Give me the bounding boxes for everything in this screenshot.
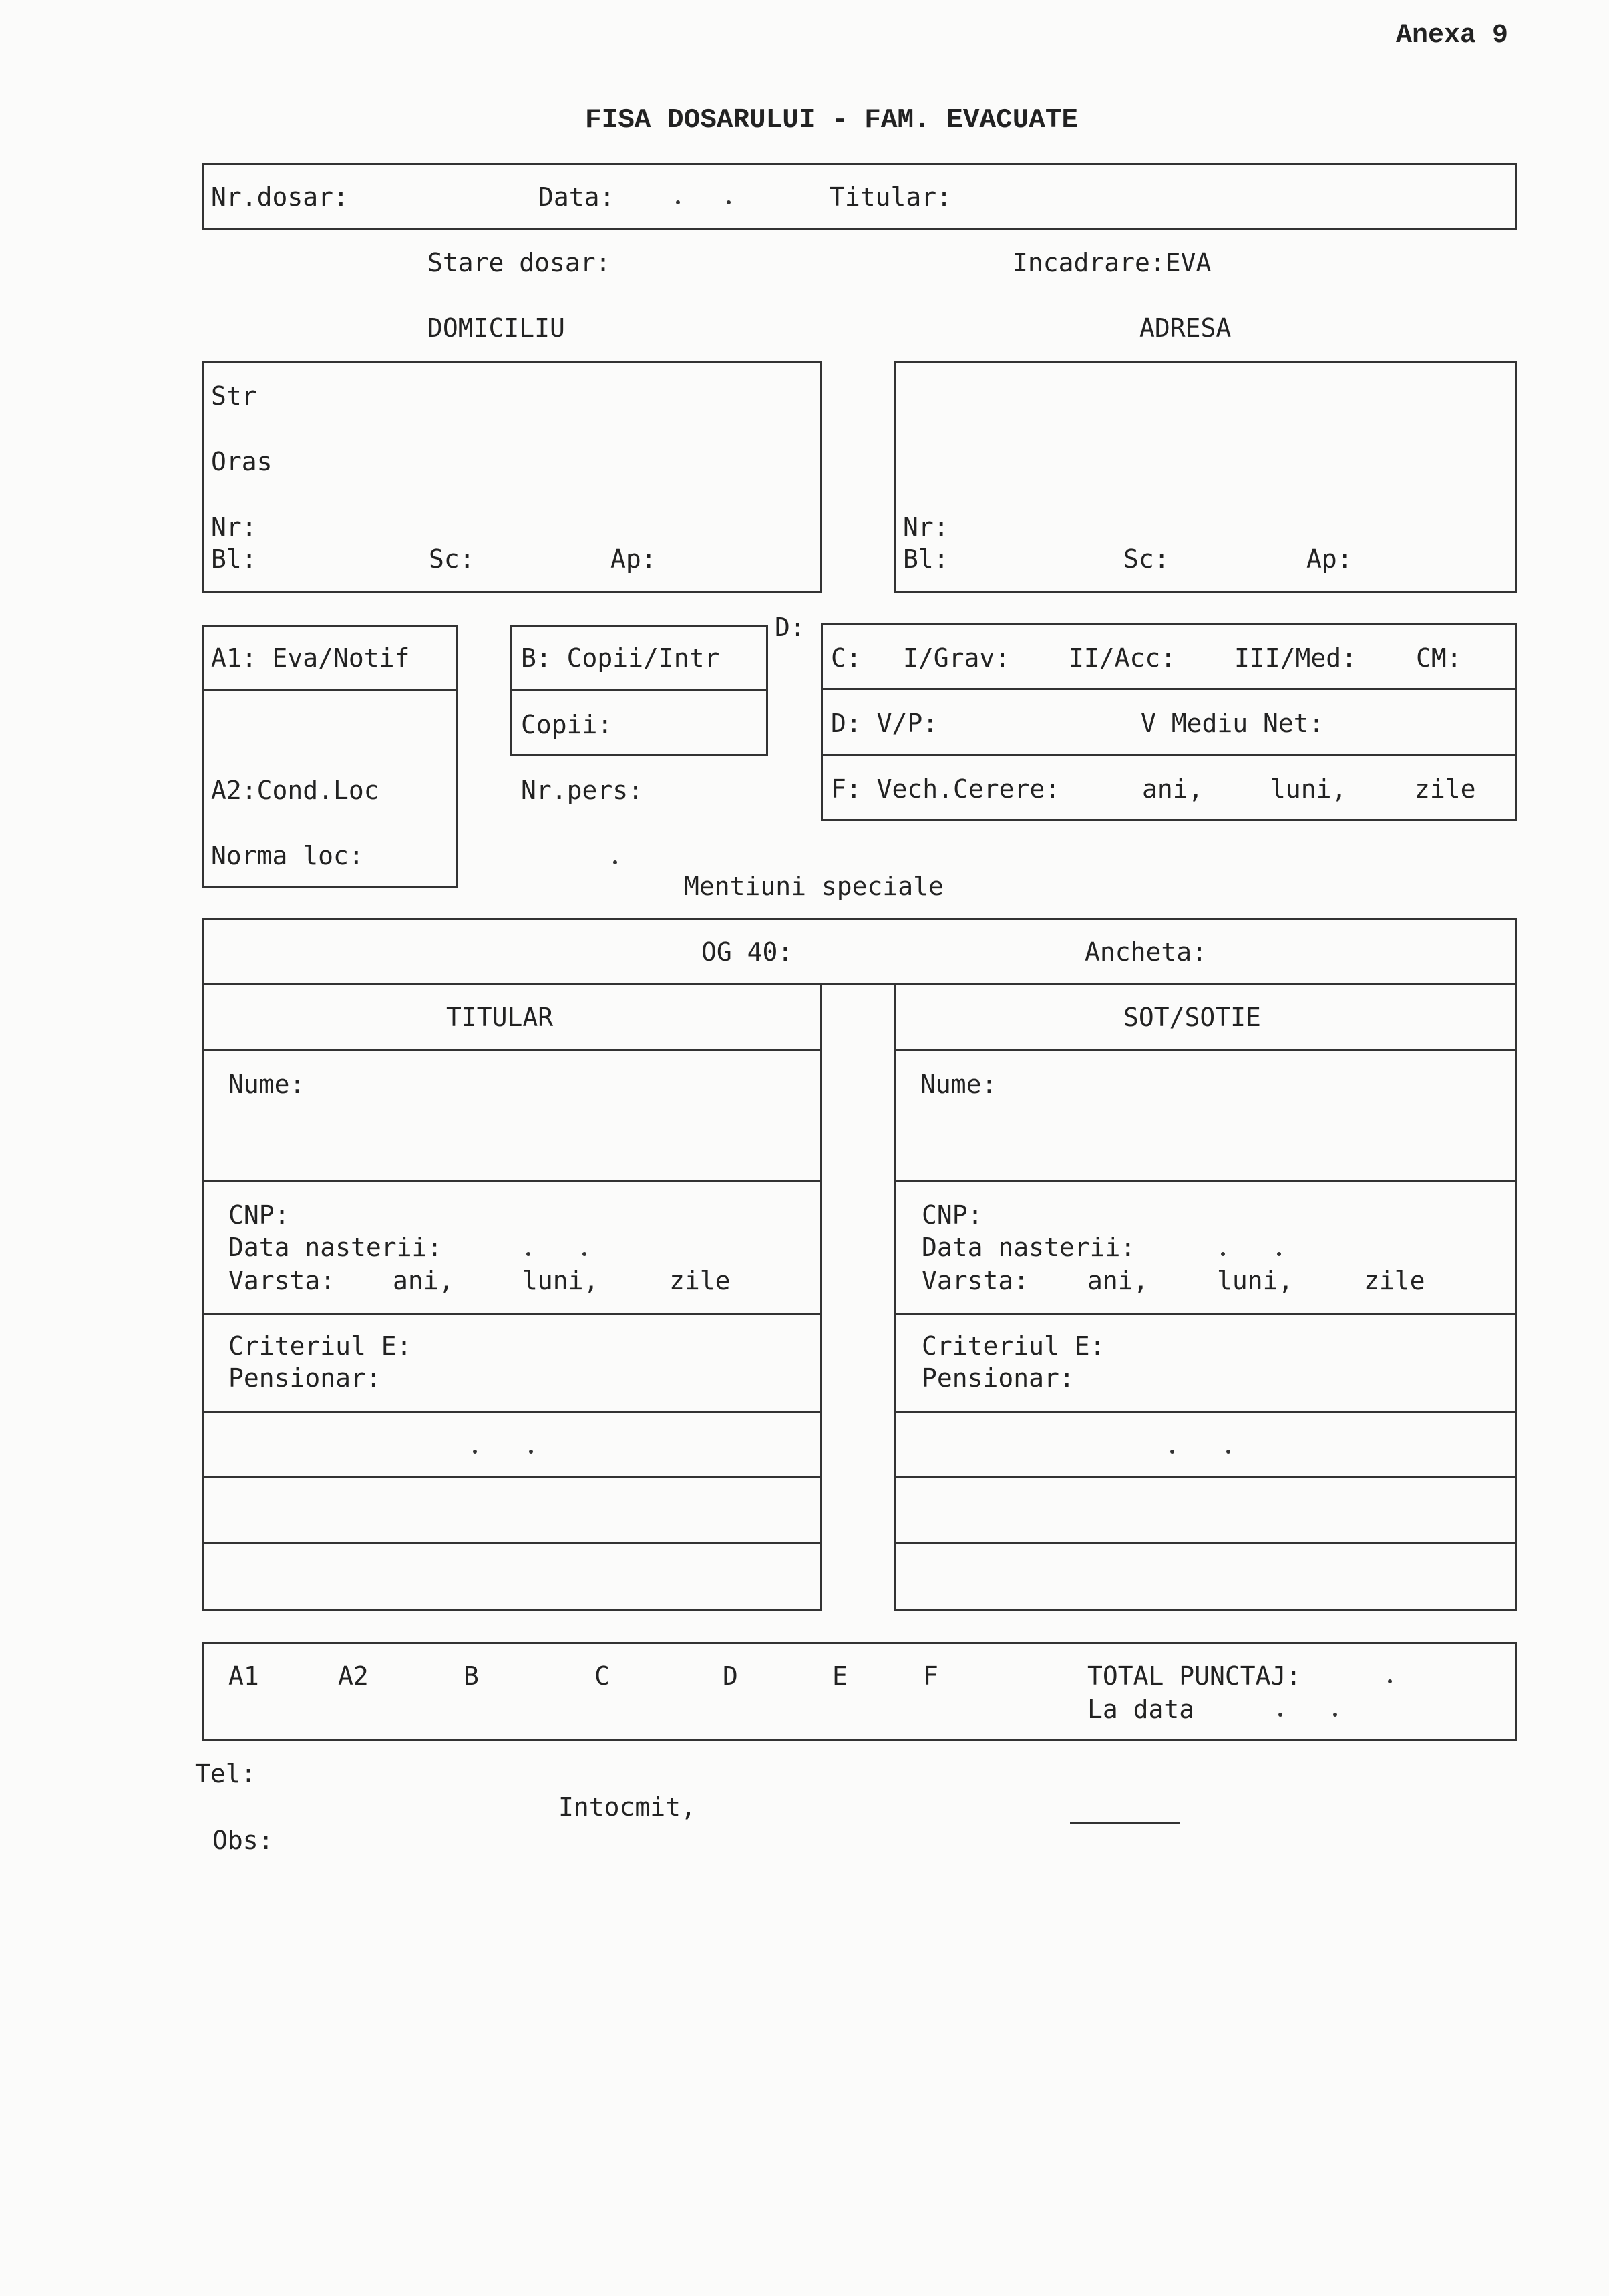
domiciliu-heading: DOMICILIU (427, 313, 565, 343)
domiciliu-bl-label: Bl: (211, 544, 257, 574)
obs-label: Obs: (212, 1826, 274, 1855)
tel-label: Tel: (195, 1759, 256, 1788)
data-label: Data: (538, 182, 615, 212)
sot-date-separator (1226, 1450, 1230, 1454)
copii-label: Copii: (521, 710, 613, 740)
sot-ani-label: ani, (1087, 1266, 1149, 1295)
intocmit-label: Intocmit, (558, 1792, 696, 1822)
sot-date-separator (1170, 1450, 1174, 1454)
total-punctaj-dot (1388, 1679, 1392, 1683)
sot-birthdate-separator (1221, 1252, 1225, 1256)
total-a2-label: A2 (338, 1661, 369, 1691)
form-title: FISA DOSARULUI - FAM. EVACUATE (585, 105, 1079, 136)
stare-dosar-label: Stare dosar: (427, 248, 611, 277)
total-punctaj-label: TOTAL PUNCTAJ: (1087, 1661, 1302, 1691)
sot-criteriul-label: Criteriul E: (922, 1331, 1105, 1361)
date-separator (676, 200, 680, 204)
total-e-label: E (832, 1661, 848, 1691)
la-data-separator (1278, 1713, 1282, 1717)
sot-varsta-label: Varsta: (922, 1266, 1029, 1295)
a-criteria-divider (202, 689, 458, 691)
sot-heading: SOT/SOTIE (1123, 1003, 1261, 1032)
titular-criteriul-label: Criteriul E: (228, 1331, 412, 1361)
criteria-d-label: D: (775, 613, 806, 642)
titular-date-separator (529, 1450, 533, 1454)
mentiuni-title: Mentiuni speciale (684, 872, 944, 901)
sot-luni-label: luni, (1217, 1266, 1294, 1295)
og40-row-box (202, 918, 1517, 985)
f-luni-label: luni, (1270, 774, 1347, 804)
domiciliu-box (202, 361, 822, 593)
la-data-label: La data (1087, 1695, 1195, 1724)
c-label: C: (831, 643, 862, 673)
sot-divider-4 (894, 1411, 1517, 1413)
titular-nume-label: Nume: (228, 1070, 305, 1099)
titular-divider-4 (202, 1411, 822, 1413)
domiciliu-sc-label: Sc: (429, 544, 475, 574)
titular-date-separator (473, 1450, 477, 1454)
sot-data-nasterii-label: Data nasterii: (922, 1233, 1136, 1262)
titular-divider-5 (202, 1476, 822, 1478)
sot-birthdate-separator (1277, 1252, 1281, 1256)
sot-divider-6 (894, 1542, 1517, 1544)
titular-birthdate-separator (526, 1252, 530, 1256)
b-label: B: Copii/Intr (521, 643, 720, 673)
titular-cnp-label: CNP: (228, 1200, 290, 1230)
f-vech-label: F: Vech.Cerere: (831, 774, 1061, 804)
cdf-divider-2 (821, 754, 1517, 756)
sot-divider-5 (894, 1476, 1517, 1478)
total-c-label: C (594, 1661, 610, 1691)
titular-luni-label: luni, (522, 1266, 599, 1295)
domiciliu-oras-label: Oras (211, 447, 273, 476)
og40-label: OG 40: (701, 937, 793, 967)
titular-label: Titular: (830, 182, 952, 212)
titular-pensionar-label: Pensionar: (228, 1363, 381, 1393)
adresa-box (894, 361, 1517, 593)
sot-nume-label: Nume: (920, 1070, 997, 1099)
sot-divider-3 (894, 1313, 1517, 1315)
total-d-label: D (723, 1661, 738, 1691)
adresa-sc-label: Sc: (1123, 544, 1170, 574)
titular-ani-label: ani, (393, 1266, 454, 1295)
sot-divider-2 (894, 1180, 1517, 1182)
nr-pers-label: Nr.pers: (521, 776, 644, 805)
titular-divider-6 (202, 1542, 822, 1544)
total-b-label: B (464, 1661, 479, 1691)
titular-birthdate-separator (582, 1252, 586, 1256)
sot-zile-label: zile (1364, 1266, 1425, 1295)
ancheta-label: Ancheta: (1085, 937, 1208, 967)
signature-line (1070, 1822, 1180, 1824)
domiciliu-nr-label: Nr: (211, 512, 257, 542)
c-med-label: III/Med: (1234, 643, 1357, 673)
sot-pensionar-label: Pensionar: (922, 1363, 1075, 1393)
f-ani-label: ani, (1142, 774, 1204, 804)
adresa-bl-label: Bl: (903, 544, 949, 574)
norma-loc-label: Norma loc: (211, 841, 364, 870)
total-a1-label: A1 (228, 1661, 259, 1691)
c-grav-label: I/Grav: (903, 643, 1011, 673)
incadrare-label: Incadrare:EVA (1013, 248, 1212, 277)
d-vp-label: D: V/P: (831, 709, 938, 738)
domiciliu-ap-label: Ap: (610, 544, 657, 574)
titular-data-nasterii-label: Data nasterii: (228, 1233, 443, 1262)
titular-divider-2 (202, 1180, 822, 1182)
titular-varsta-label: Varsta: (228, 1266, 336, 1295)
c-cm-label: CM: (1416, 643, 1462, 673)
a1-label: A1: Eva/Notif (211, 643, 410, 673)
f-zile-label: zile (1415, 774, 1476, 804)
cdf-divider-1 (821, 688, 1517, 690)
a2-label: A2:Cond.Loc (211, 776, 379, 805)
domiciliu-str-label: Str (211, 381, 257, 411)
total-box (202, 1642, 1517, 1741)
adresa-ap-label: Ap: (1306, 544, 1353, 574)
sot-cnp-label: CNP: (922, 1200, 983, 1230)
adresa-heading: ADRESA (1139, 313, 1232, 343)
la-data-separator (1333, 1713, 1337, 1717)
stray-dot (613, 860, 617, 864)
b-criteria-divider (510, 689, 768, 691)
titular-zile-label: zile (669, 1266, 731, 1295)
titular-divider-1 (202, 1049, 822, 1051)
total-f-label: F (923, 1661, 938, 1691)
nr-dosar-label: Nr.dosar: (211, 182, 349, 212)
titular-heading: TITULAR (446, 1003, 554, 1032)
sot-divider-1 (894, 1049, 1517, 1051)
annex-label: Anexa 9 (1396, 21, 1509, 51)
date-separator (727, 200, 731, 204)
c-acc-label: II/Acc: (1069, 643, 1176, 673)
d-venit-label: V Mediu Net: (1141, 709, 1324, 738)
adresa-nr-label: Nr: (903, 512, 949, 542)
titular-divider-3 (202, 1313, 822, 1315)
